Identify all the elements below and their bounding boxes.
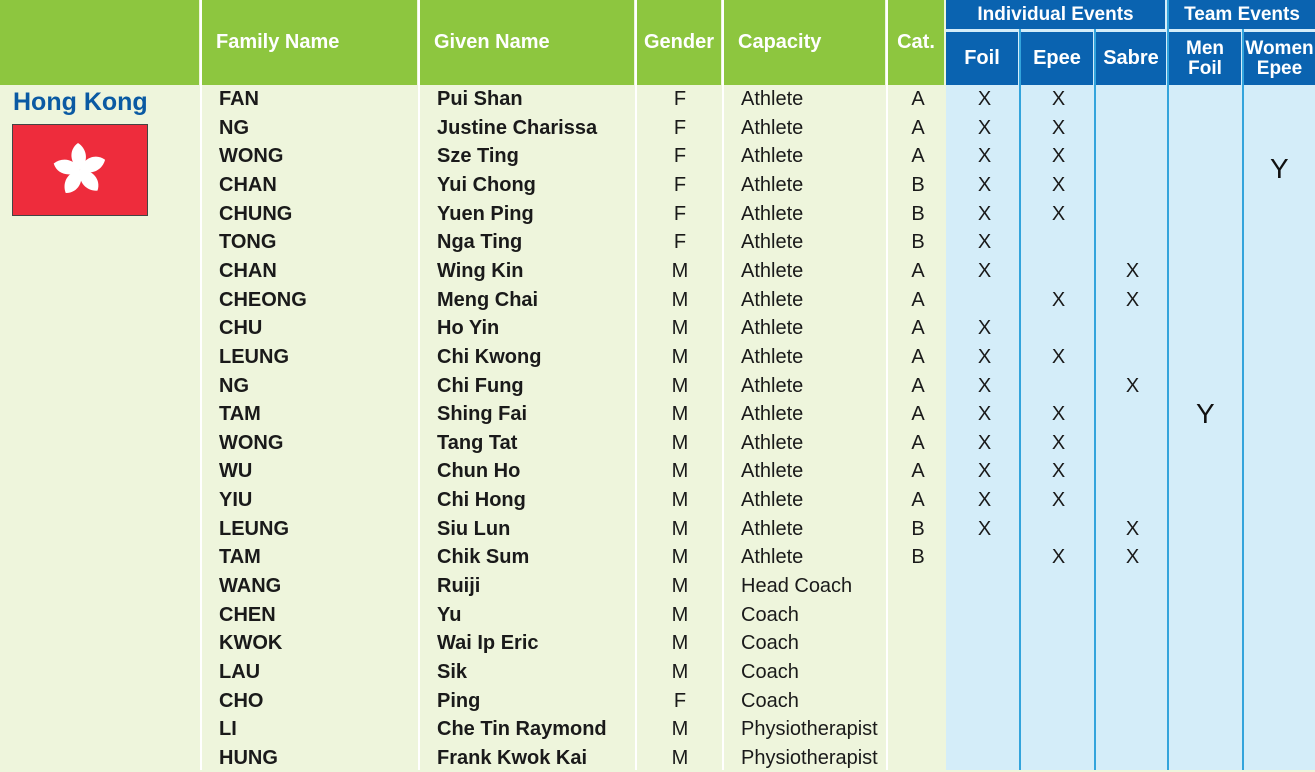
given-name-cell: Shing Fai bbox=[437, 403, 527, 426]
foil-cell: X bbox=[977, 116, 992, 139]
gender-cell: F bbox=[673, 689, 687, 712]
gender-cell: F bbox=[673, 173, 687, 196]
given-name-cell: Yu bbox=[437, 603, 462, 626]
gender-cell: M bbox=[671, 288, 689, 311]
table-row bbox=[0, 286, 1315, 314]
epee-cell bbox=[1021, 715, 1096, 743]
table-row bbox=[0, 457, 1315, 485]
capacity-cell: Athlete bbox=[741, 489, 804, 512]
category-cell bbox=[888, 658, 948, 686]
header-individual-events: Individual Events bbox=[946, 0, 1165, 29]
foil-cell: X bbox=[977, 489, 992, 512]
capacity-cell: Athlete bbox=[741, 202, 804, 225]
capacity-cell: Coach bbox=[741, 689, 799, 712]
family-name-cell: FAN bbox=[219, 88, 259, 110]
capacity-cell: Athlete bbox=[741, 345, 804, 368]
gender-cell: M bbox=[671, 575, 689, 598]
foil-cell bbox=[948, 687, 1021, 715]
given-name-cell: Chi Hong bbox=[437, 489, 526, 512]
foil-cell: X bbox=[977, 173, 992, 196]
family-name-cell: CHAN bbox=[219, 173, 277, 196]
table-row bbox=[0, 687, 1315, 715]
epee-cell bbox=[1021, 658, 1096, 686]
capacity-cell: Head Coach bbox=[741, 575, 853, 598]
family-name-cell: CHU bbox=[219, 317, 263, 340]
foil-cell bbox=[948, 601, 1021, 629]
table-row bbox=[0, 400, 1315, 428]
family-name-cell: TAM bbox=[219, 546, 261, 569]
given-name-cell: Yui Chong bbox=[437, 173, 536, 196]
table-row bbox=[0, 515, 1315, 543]
gender-cell: M bbox=[671, 517, 689, 540]
category-cell bbox=[888, 744, 948, 772]
family-name-cell: CHEN bbox=[219, 603, 276, 626]
sabre-cell bbox=[1096, 114, 1169, 142]
gender-cell: F bbox=[673, 116, 687, 139]
foil-cell: X bbox=[977, 431, 992, 454]
capacity-cell: Coach bbox=[741, 632, 799, 655]
table-row bbox=[0, 171, 1315, 199]
sabre-cell bbox=[1096, 715, 1169, 743]
sabre-cell bbox=[1096, 744, 1169, 772]
header-women-epee bbox=[1244, 32, 1315, 85]
foil-cell: X bbox=[977, 345, 992, 368]
capacity-cell: Athlete bbox=[741, 259, 804, 282]
epee-cell: X bbox=[1051, 345, 1066, 368]
epee-cell bbox=[1021, 629, 1096, 657]
family-name-cell: TAM bbox=[219, 403, 261, 426]
table-row bbox=[0, 257, 1315, 285]
gender-cell: M bbox=[671, 259, 689, 282]
epee-cell: X bbox=[1051, 403, 1066, 426]
table-row bbox=[0, 200, 1315, 228]
given-name-cell: Che Tin Raymond bbox=[437, 718, 607, 741]
country-name: Hong Kong bbox=[13, 88, 148, 116]
capacity-cell: Athlete bbox=[741, 88, 804, 110]
family-name-cell: CHUNG bbox=[219, 202, 293, 225]
header-team-events: Team Events bbox=[1169, 0, 1315, 29]
sabre-cell bbox=[1096, 601, 1169, 629]
given-name-cell: Justine Charissa bbox=[437, 116, 598, 139]
category-cell: B bbox=[911, 517, 925, 540]
given-name-cell: Ping bbox=[437, 689, 481, 712]
epee-cell: X bbox=[1051, 88, 1066, 110]
category-cell: A bbox=[911, 259, 925, 282]
capacity-cell: Athlete bbox=[741, 231, 804, 254]
sabre-cell bbox=[1096, 658, 1169, 686]
gender-cell: M bbox=[671, 603, 689, 626]
table-row bbox=[0, 114, 1315, 142]
epee-cell: X bbox=[1051, 173, 1066, 196]
family-name-cell: NG bbox=[219, 374, 249, 397]
category-cell: A bbox=[911, 460, 925, 483]
header-foil: Foil bbox=[946, 32, 1018, 85]
capacity-cell: Athlete bbox=[741, 173, 804, 196]
women-epee-team-mark: Y bbox=[1270, 153, 1289, 184]
sabre-cell bbox=[1096, 200, 1169, 228]
given-name-cell: Yuen Ping bbox=[437, 202, 534, 225]
sabre-cell bbox=[1096, 687, 1169, 715]
family-name-cell: WONG bbox=[219, 145, 284, 168]
capacity-cell: Athlete bbox=[741, 145, 804, 168]
category-cell bbox=[888, 687, 948, 715]
given-name-cell: Chi Kwong bbox=[437, 345, 542, 368]
category-cell: A bbox=[911, 345, 925, 368]
foil-cell: X bbox=[977, 517, 992, 540]
header-gender: Gender bbox=[637, 0, 721, 85]
foil-cell: X bbox=[977, 374, 992, 397]
foil-cell bbox=[948, 543, 1021, 571]
given-name-cell: Sik bbox=[437, 661, 468, 683]
family-name-cell: NG bbox=[219, 116, 249, 139]
table-row bbox=[0, 228, 1315, 256]
capacity-cell: Athlete bbox=[741, 288, 804, 311]
gender-cell: F bbox=[673, 88, 687, 110]
header-epee: Epee bbox=[1021, 32, 1093, 85]
gender-cell: M bbox=[671, 489, 689, 512]
foil-cell bbox=[948, 286, 1021, 314]
sabre-cell bbox=[1096, 314, 1169, 342]
foil-cell: X bbox=[977, 202, 992, 225]
family-name-cell: WONG bbox=[219, 431, 284, 454]
family-name-cell: LEUNG bbox=[219, 517, 289, 540]
epee-cell bbox=[1021, 515, 1096, 543]
category-cell: A bbox=[911, 374, 925, 397]
gender-cell: M bbox=[671, 317, 689, 340]
given-name-cell: Chik Sum bbox=[437, 546, 530, 569]
category-cell: A bbox=[911, 88, 925, 110]
capacity-cell: Athlete bbox=[741, 431, 804, 454]
foil-cell: X bbox=[977, 88, 992, 110]
header-women-epee-line1: Women bbox=[1245, 37, 1314, 59]
given-name-cell: Sze Ting bbox=[437, 145, 519, 168]
given-name-cell: Chi Fung bbox=[437, 374, 524, 397]
family-name-cell: LEUNG bbox=[219, 345, 289, 368]
epee-cell: X bbox=[1051, 460, 1066, 483]
foil-cell bbox=[948, 629, 1021, 657]
capacity-cell: Athlete bbox=[741, 403, 804, 426]
category-cell: B bbox=[911, 546, 925, 569]
sabre-cell bbox=[1096, 85, 1169, 113]
table-row bbox=[0, 142, 1315, 170]
category-cell: A bbox=[911, 145, 925, 168]
foil-cell bbox=[948, 744, 1021, 772]
given-name-cell: Tang Tat bbox=[437, 431, 518, 454]
family-name-cell: KWOK bbox=[219, 632, 283, 655]
gender-cell: M bbox=[671, 632, 689, 655]
category-cell: A bbox=[911, 431, 925, 454]
sabre-cell bbox=[1096, 486, 1169, 514]
table-row bbox=[0, 314, 1315, 342]
header-blank bbox=[0, 0, 199, 85]
sabre-cell bbox=[1096, 629, 1169, 657]
header-given-name: Given Name bbox=[420, 0, 634, 85]
table-row bbox=[0, 543, 1315, 571]
sabre-cell bbox=[1096, 142, 1169, 170]
epee-cell bbox=[1021, 257, 1096, 285]
given-name-cell: Wai Ip Eric bbox=[437, 632, 539, 655]
capacity-cell: Athlete bbox=[741, 116, 804, 139]
given-name-cell: Chun Ho bbox=[437, 460, 521, 483]
given-name-cell: Wing Kin bbox=[437, 259, 524, 282]
category-cell: A bbox=[911, 288, 925, 311]
gender-cell: M bbox=[671, 546, 689, 569]
table-row bbox=[0, 429, 1315, 457]
family-name-cell: HUNG bbox=[219, 746, 278, 769]
sabre-cell: X bbox=[1125, 546, 1140, 569]
epee-cell bbox=[1021, 372, 1096, 400]
epee-cell: X bbox=[1051, 116, 1066, 139]
capacity-cell: Coach bbox=[741, 603, 799, 626]
epee-cell bbox=[1021, 601, 1096, 629]
epee-cell bbox=[1021, 744, 1096, 772]
category-cell: B bbox=[911, 231, 925, 254]
sabre-cell bbox=[1096, 429, 1169, 457]
foil-cell: X bbox=[977, 460, 992, 483]
given-name-cell: Ho Yin bbox=[437, 317, 500, 340]
family-name-cell: CHEONG bbox=[219, 288, 307, 311]
category-cell bbox=[888, 715, 948, 743]
gender-cell: M bbox=[671, 345, 689, 368]
table-row bbox=[0, 601, 1315, 629]
gender-cell: M bbox=[671, 746, 689, 769]
table-row bbox=[0, 85, 1315, 113]
capacity-cell: Athlete bbox=[741, 546, 804, 569]
capacity-cell: Athlete bbox=[741, 517, 804, 540]
given-name-cell: Meng Chai bbox=[437, 288, 539, 311]
epee-cell: X bbox=[1051, 202, 1066, 225]
sabre-cell bbox=[1096, 228, 1169, 256]
epee-cell: X bbox=[1051, 145, 1066, 168]
epee-cell: X bbox=[1051, 288, 1066, 311]
epee-cell: X bbox=[1051, 546, 1066, 569]
given-name-cell: Ruiji bbox=[437, 575, 481, 598]
foil-cell: X bbox=[977, 259, 992, 282]
header-cat: Cat. bbox=[888, 0, 944, 85]
capacity-cell: Physiotherapist bbox=[741, 746, 878, 769]
gender-cell: M bbox=[671, 718, 689, 741]
family-name-cell: CHAN bbox=[219, 259, 277, 282]
table-row bbox=[0, 343, 1315, 371]
category-cell: B bbox=[911, 202, 925, 225]
header-family-name: Family Name bbox=[202, 0, 417, 85]
foil-cell bbox=[948, 572, 1021, 600]
sabre-cell bbox=[1096, 400, 1169, 428]
gender-cell: M bbox=[671, 431, 689, 454]
category-cell: A bbox=[911, 116, 925, 139]
gender-cell: M bbox=[671, 374, 689, 397]
epee-cell bbox=[1021, 687, 1096, 715]
category-cell bbox=[888, 629, 948, 657]
gender-cell: F bbox=[673, 202, 687, 225]
table-row bbox=[0, 744, 1315, 772]
table-row bbox=[0, 715, 1315, 743]
epee-cell bbox=[1021, 314, 1096, 342]
epee-cell: X bbox=[1051, 431, 1066, 454]
sabre-cell: X bbox=[1125, 517, 1140, 540]
table-row bbox=[0, 372, 1315, 400]
category-cell: B bbox=[911, 173, 925, 196]
sabre-cell: X bbox=[1125, 259, 1140, 282]
capacity-cell: Athlete bbox=[741, 374, 804, 397]
given-name-cell: Siu Lun bbox=[437, 517, 511, 540]
gender-cell: M bbox=[671, 460, 689, 483]
sabre-cell bbox=[1096, 343, 1169, 371]
epee-cell bbox=[1021, 572, 1096, 600]
foil-cell: X bbox=[977, 145, 992, 168]
category-cell bbox=[888, 601, 948, 629]
table-row bbox=[0, 658, 1315, 686]
header-capacity: Capacity bbox=[724, 0, 885, 85]
capacity-cell: Athlete bbox=[741, 317, 804, 340]
table-row bbox=[0, 572, 1315, 600]
family-name-cell: CHO bbox=[219, 689, 264, 712]
epee-cell: X bbox=[1051, 489, 1066, 512]
header-men-foil-line1: Men bbox=[1186, 37, 1224, 59]
foil-cell: X bbox=[977, 403, 992, 426]
gender-cell: F bbox=[673, 231, 687, 254]
family-name-cell: LI bbox=[219, 718, 237, 741]
table-row bbox=[0, 629, 1315, 657]
gender-cell: M bbox=[671, 661, 689, 683]
foil-cell bbox=[948, 658, 1021, 686]
family-name-cell: YIU bbox=[219, 489, 253, 512]
category-cell: A bbox=[911, 489, 925, 512]
foil-cell: X bbox=[977, 231, 992, 254]
capacity-cell: Athlete bbox=[741, 460, 804, 483]
category-cell: A bbox=[911, 403, 925, 426]
sabre-cell: X bbox=[1125, 374, 1140, 397]
given-name-cell: Pui Shan bbox=[437, 88, 523, 110]
capacity-cell: Coach bbox=[741, 661, 799, 683]
category-cell bbox=[888, 572, 948, 600]
header-women-epee-line2: Epee bbox=[1256, 57, 1303, 79]
sabre-cell bbox=[1096, 572, 1169, 600]
header-men-foil bbox=[1169, 32, 1241, 85]
sabre-cell bbox=[1096, 457, 1169, 485]
family-name-cell: LAU bbox=[219, 661, 261, 683]
gender-cell: M bbox=[671, 403, 689, 426]
table-row bbox=[0, 486, 1315, 514]
given-name-cell: Frank Kwok Kai bbox=[437, 746, 588, 769]
foil-cell: X bbox=[977, 317, 992, 340]
foil-cell bbox=[948, 715, 1021, 743]
header-sabre: Sabre bbox=[1096, 32, 1166, 85]
men-foil-team-mark: Y bbox=[1196, 398, 1215, 429]
capacity-cell: Physiotherapist bbox=[741, 718, 878, 741]
sabre-cell bbox=[1096, 171, 1169, 199]
family-name-cell: WANG bbox=[219, 575, 282, 598]
epee-cell bbox=[1021, 228, 1096, 256]
given-name-cell: Nga Ting bbox=[437, 231, 523, 254]
family-name-cell: WU bbox=[219, 460, 253, 483]
header-men-foil-line2: Foil bbox=[1188, 57, 1222, 79]
gender-cell: F bbox=[673, 145, 687, 168]
sabre-cell: X bbox=[1125, 288, 1140, 311]
category-cell: A bbox=[911, 317, 925, 340]
family-name-cell: TONG bbox=[219, 231, 277, 254]
